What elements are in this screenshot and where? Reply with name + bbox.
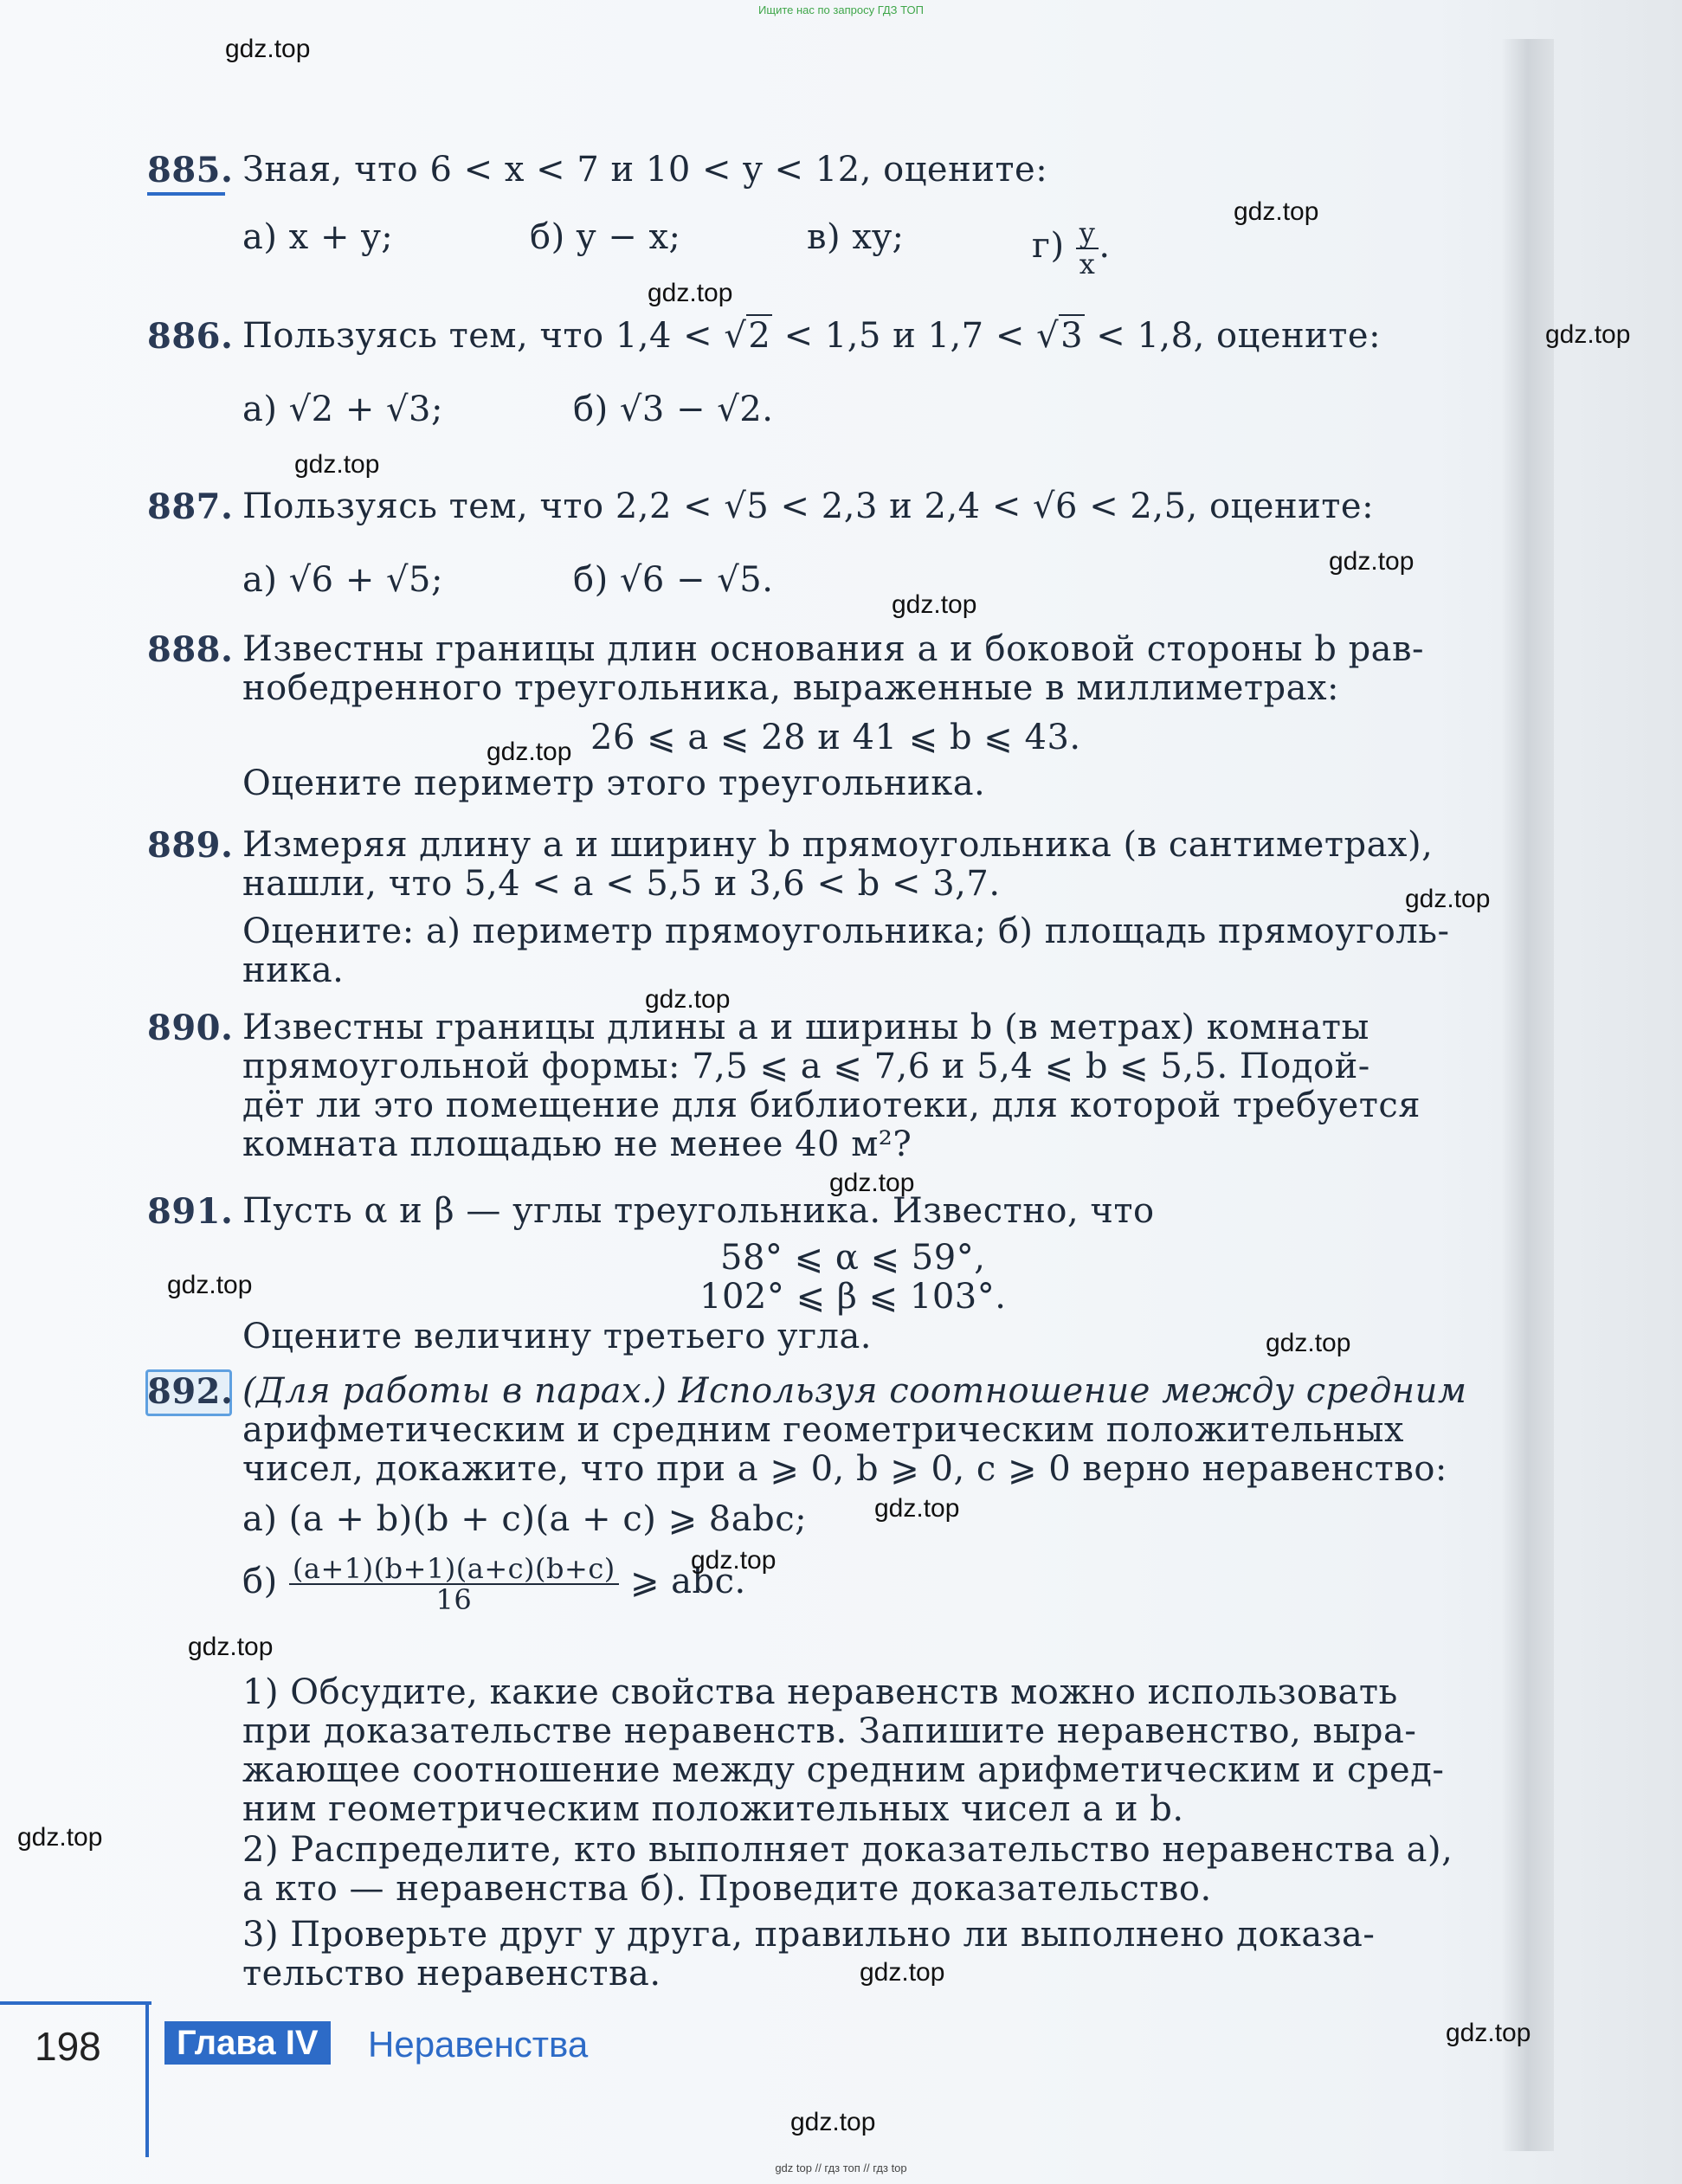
problem-number: 891. [147, 1191, 234, 1232]
watermark: gdz.top [860, 1958, 945, 1987]
problem-number: 885. [147, 150, 234, 190]
text-line: Известны границы длин основания a и боковой стороны b рав- [242, 629, 1425, 669]
text-line: Оцените величину третьего угла. [242, 1317, 873, 1356]
problem-number: 892. [147, 1371, 234, 1412]
text-line: (Для работы в парах.) Используя соотношение между средним [242, 1371, 1467, 1411]
item-a: а) √6 + √5; [242, 560, 443, 600]
step-1 [242, 1673, 1498, 1829]
item-a: а) √2 + √3; [242, 390, 443, 429]
watermark: gdz.top [829, 1169, 915, 1197]
text-line: 3) Проверьте друг у друга, правильно ли выполнено доказа- [242, 1915, 1376, 1955]
problem-text [242, 630, 1498, 708]
fraction-numerator: y [1076, 218, 1099, 249]
problem-question [242, 912, 1498, 990]
problem-text [242, 1008, 1498, 1164]
text-line: Оцените: а) периметр прямоугольника; б) площадь прямоуголь- [242, 912, 1450, 951]
footer-vertical-rule [145, 2001, 149, 2157]
radicand: 3 [1060, 316, 1084, 356]
text-line: ним геометрическим положительных чисел a и b. [242, 1789, 1184, 1829]
item-a: а) x + y; [242, 217, 394, 257]
text-line: прямоугольной формы: 7,5 ⩽ a ⩽ 7,6 и 5,4 ⩽ b ⩽ 5,5. Подой- [242, 1047, 1370, 1086]
problem-text-part: < 1,8, оцените: [1085, 316, 1382, 356]
watermark: gdz.top [1266, 1329, 1351, 1357]
watermark: gdz.top [691, 1546, 777, 1575]
fraction-denominator: 16 [435, 1583, 473, 1616]
text-line: комната площадью не менее 40 м²? [242, 1124, 912, 1164]
item-b: б) √6 − √5. [573, 560, 774, 600]
text-line: дёт ли это помещение для библиотеки, для которой требуется [242, 1086, 1421, 1125]
item-v: в) xy; [807, 217, 905, 257]
watermark: gdz.top [874, 1494, 960, 1523]
text-line: ника. [242, 950, 345, 990]
inequality-line: 26 ⩽ a ⩽ 28 и 41 ⩽ b ⩽ 43. [590, 718, 1081, 757]
chapter-title: Неравенства [368, 2024, 589, 2065]
radicand: 2 [748, 316, 771, 356]
watermark: gdz.top [1446, 2019, 1531, 2047]
problem-text: Пусть α и β — углы треугольника. Известно, что [242, 1191, 1155, 1231]
page-number: 198 [35, 2024, 101, 2069]
watermark: gdz.top [225, 35, 311, 63]
text-line: 1) Обсудите, какие свойства неравенств можно использовать [242, 1672, 1398, 1712]
problem-885-underline [147, 192, 225, 196]
item-a: а) (a + b)(b + c)(a + c) ⩾ 8abc; [242, 1499, 808, 1539]
problem-text [242, 1372, 1498, 1489]
text-line: при доказательстве неравенств. Запишите неравенство, выра- [242, 1711, 1417, 1751]
item-b [242, 1554, 746, 1614]
bottom-banner: gdz top // гдз топ // гдз top [775, 2161, 907, 2174]
item-b-suffix: ⩾ abc. [629, 1562, 746, 1601]
text-line: арифметическим и средним геометрическим положительных [242, 1410, 1404, 1450]
watermark: gdz.top [648, 279, 733, 307]
problem-number: 887. [147, 486, 234, 527]
watermark: gdz.top [1234, 197, 1319, 226]
watermark: gdz.top [892, 590, 977, 619]
text-line: Измеряя длину a и ширину b прямоугольника (в сантиметрах), [242, 825, 1434, 865]
item-g-prefix: г) [1032, 226, 1065, 266]
text-line: чисел, докажите, что при a ⩾ 0, b ⩾ 0, c ⩾ 0 верно неравенство: [242, 1449, 1447, 1489]
chapter-label: Глава IV [164, 2021, 331, 2065]
fraction-y-over-x [1076, 218, 1099, 279]
watermark: gdz.top [1545, 320, 1631, 349]
inequality-beta: 102° ⩽ β ⩽ 103°. [699, 1277, 1007, 1317]
fraction-numerator: (a+1)(b+1)(a+c)(b+c) [289, 1554, 619, 1585]
watermark: gdz.top [645, 985, 731, 1014]
problem-text-part: < 1,5 и 1,7 < √ [772, 316, 1060, 356]
problem-number: 886. [147, 316, 234, 357]
item-b: б) y − x; [530, 217, 681, 257]
problem-text: Пользуясь тем, что 2,2 < √5 < 2,3 и 2,4 < √6 < 2,5, оцените: [242, 486, 1375, 526]
watermark: gdz.top [294, 450, 380, 479]
top-banner: Ищите нас по запросу ГДЗ ТОП [758, 3, 924, 16]
text-line: жающее соотношение между средним арифметическим и сред- [242, 1750, 1445, 1790]
text-line: а кто — неравенства б). Проведите доказательство. [242, 1869, 1212, 1909]
problem-number: 889. [147, 825, 234, 866]
text-line: тельство неравенства. [242, 1954, 661, 1994]
problem-text [242, 826, 1498, 904]
watermark: gdz.top [1405, 885, 1491, 913]
fraction-denominator: x [1079, 248, 1096, 280]
step-2 [242, 1831, 1498, 1909]
watermark: gdz.top [188, 1633, 274, 1661]
watermark: gdz.top [17, 1823, 103, 1852]
watermark: gdz.top [790, 2108, 876, 2136]
text-line: Оцените периметр этого треугольника. [242, 763, 986, 803]
problem-number: 888. [147, 629, 234, 670]
text-line: нобедренного треугольника, выраженные в миллиметрах: [242, 668, 1340, 708]
watermark: gdz.top [1329, 547, 1415, 576]
text-line: нашли, что 5,4 < a < 5,5 и 3,6 < b < 3,7. [242, 864, 1001, 904]
item-b-prefix: б) [242, 1562, 278, 1601]
watermark: gdz.top [487, 738, 572, 766]
watermark: gdz.top [167, 1271, 253, 1299]
problem-text-part: Пользуясь тем, что 1,4 < √ [242, 316, 747, 356]
inequality-alpha: 58° ⩽ α ⩽ 59°, [720, 1238, 986, 1278]
book-spine-shadow [1502, 39, 1554, 2151]
item-b: б) √3 − √2. [573, 390, 774, 429]
problem-number: 890. [147, 1008, 234, 1048]
footer-rule [0, 2001, 151, 2005]
problem-text: Зная, что 6 < x < 7 и 10 < y < 12, оцените: [242, 150, 1048, 190]
fraction [289, 1554, 619, 1614]
text-line: 2) Распределите, кто выполняет доказательство неравенства а), [242, 1830, 1453, 1870]
problem-text [242, 317, 1498, 356]
text-line: Известны границы длины a и ширины b (в метрах) комнаты [242, 1008, 1369, 1047]
item-g: г) $\frac{y}{x}$ . [1032, 216, 1111, 280]
